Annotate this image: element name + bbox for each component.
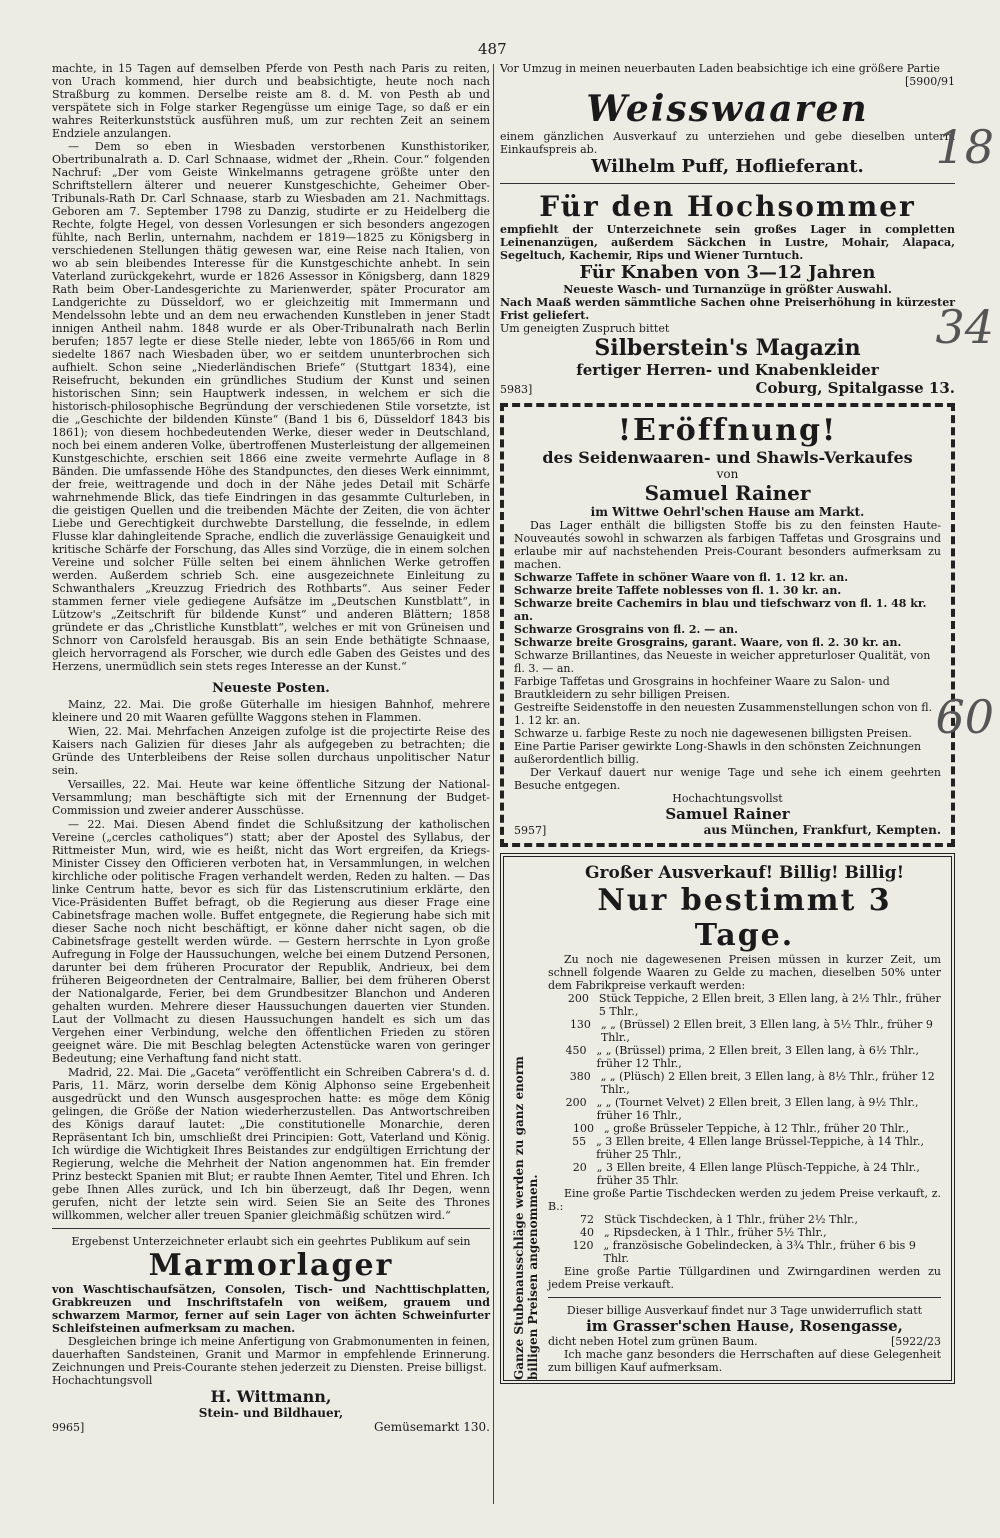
sale-row [548,1135,941,1161]
ad-closing: Dieser billige Ausverkauf findet nur 3 Tage unwiderruflich statt [566,1304,923,1317]
margin-mark: 34 [935,300,994,354]
sale-text: Stück Tischdecken, à 1 Thlr., früher 2½ Thlr., [604,1213,859,1226]
ad-von: von [716,467,739,481]
article-paragraph: machte, in 15 Tagen auf demselben Pferde von Pesth nach Paris zu reiten, von Urach kommend, hier durch und beabsichtigte, heute noch nach Straßburg zu kommen. Derselbe reiste am 8. d. M. von Pesth ab und verspätete sich in Folge starker Regengüsse um einige Tage, so daß er ein wahres Reiterkunststück ausführen muß, um zur rechten Zeit an seinem Endziele anzulangen. [52,62,490,140]
sale-text: „ „ (Tournet Velvet) 2 Ellen breit, 3 Ellen lang, à 9½ Thlr., früher 16 Thlr., [596,1096,919,1122]
price-item: Schwarze u. farbige Reste zu noch nie dagewesenen billigsten Preisen. [514,727,912,740]
price-item: Schwarze Taffete in schöner Waare von fl. 1. 12 kr. an. [514,571,849,584]
page-number: 487 [478,40,507,58]
ad-head: Großer Ausverkauf! Billig! Billig! [584,863,905,883]
price-item: Schwarze breite Taffete noblesses von fl. 1. 30 kr. an. [514,584,842,597]
ad-intro: Ergebenst Unterzeichneter erlaubt sich ein geehrtes Publikum auf sein [71,1235,471,1248]
left-column [52,62,490,1434]
news-item: — 22. Mai. Diesen Abend findet die Schlußsitzung der katholischen Vereine („cercles catholiques“) statt; aber der Apostel des Syllabus, der Rittmeister Mun, wird, wie es heißt, nicht das Wort ergreifen, da Kriegs-Minister Cissey den Officieren verboten hat, in Versammlungen, in welchen kirchliche oder politische Fragen verhandelt werden, Reden zu halten. — Das linke Centrum hatte, bevor es sich für das Listenscrutinium erklärte, den Vice-Präsidenten Buffet befragt, ob die Regierung aus dieser Frage eine Cabinetsfrage machen wolle. Buffet entgegnete, die Regierung habe sich mit dieser Sache noch nicht beschäftigt, er könne daher nicht sagen, ob die Cabinetsfrage gestellt werden würde. — Gestern herrschte in Lyon große Aufregung in Folge der Haussuchungen, welche bei einem Dutzend Personen, darunter bei dem früheren Procurator der Republik, Andrieux, bei dem früheren Beigeordneten der Centralmaire, Ballier, bei dem früheren Oberst der Nationalgarde, Ferier, bei dem Grundbesitzer Blanchon und Anderen gehalten wurden. Mehrere dieser Haussuchungen dauerten vier Stunden. Laut der Vollmacht zu diesen Haussuchungen handelt es sich um das Vergehen einer Verbindung, welche den öffentlichen Frieden zu stören geeignet wäre. Die mit Beschlag belegten Actenstücke waren von geringer Bedeutung; eine Verhaftung fand nicht statt. [52,818,490,1065]
ad-name: H. Wittmann, [210,1387,332,1406]
ad-body: Desgleichen bringe ich meine Anfertigung von Grabmonumenten in feinen, dauerhaften Sandsteinen, Granit und Marmor in empfehlende Erinnerung. Zeichnungen und Preis-Courante stehen jederzeit zu Diensten. Preise billigst. [52,1335,490,1374]
sale-text: „ „ (Brüssel) prima, 2 Ellen breit, 3 Ellen lang, à 6½ Thlr., früher 12 Thlr., [596,1044,919,1070]
ad-ref: [5900/91 [905,75,955,88]
ad-firm-sub: fertiger Herren- und Knabenkleider [576,361,879,379]
sale-ad [500,853,955,1384]
sale-qty: 100 [573,1122,594,1135]
ad-near: dicht neben Hotel zum grünen Baum. [548,1335,758,1348]
ad-title: Für den Hochsommer [539,190,916,223]
sale-qty: 55 [572,1135,587,1148]
ad-address: Gemüsemarkt 130. [374,1420,490,1434]
sale-text: „ große Brüsseler Teppiche, à 12 Thlr., früher 20 Thlr., [604,1122,910,1135]
sale-qty: 200 [565,1096,587,1109]
ad-from: aus München, Frankfurt, Kempten. [703,823,941,837]
ad-ref: 9965] [52,1421,85,1434]
sale-row [548,1122,941,1135]
ad-subtitle: des Seidenwaaren- und Shawls-Verkaufes [542,448,913,467]
news-item: Mainz, 22. Mai. Die große Güterhalle im hiesigen Bahnhof, mehrere kleinere und 20 mit Waaren gefüllte Waggons stehen in Flammen. [52,698,490,724]
price-item: Schwarze breite Grosgrains, garant. Waare, von fl. 2. 30 kr. an. [514,636,902,649]
ad-line: Nach Maaß werden sämmtliche Sachen ohne Preiserhöhung in kürzester Frist geliefert. [500,296,955,322]
sale-row [548,1018,941,1044]
ad-trade: Stein- und Bildhauer, [198,1406,344,1420]
ad-firm: Silberstein's Magazin [594,335,861,361]
ad-line: Neueste Wasch- und Turnanzüge in größter Auswahl. [563,283,892,296]
divider [548,1297,941,1298]
sale-qty: 130 [569,1018,591,1031]
ad-respect: Hochachtungsvollst [672,792,783,805]
sale-text: „ „ (Brüssel) 2 Ellen breit, 3 Ellen lang, à 5½ Thlr., früher 9 Thlr., [600,1018,933,1044]
ad-subtitle: Für Knaben von 3—12 Jahren [579,262,876,283]
news-item: Versailles, 22. Mai. Heute war keine öffentliche Sitzung der National-Versammlung; man beschäftigte sich mit der Ernennung der Budget-Commission und zweier anderer Ausschüsse. [52,778,490,817]
margin-mark: 60 [935,690,994,744]
ad-ref: 5957] [514,824,547,837]
ad-title: Marmorlager [148,1248,394,1283]
ad-title: Weisswaaren [586,88,869,130]
sale-text: Stück Teppiche, 2 Ellen breit, 3 Ellen lang, à 2½ Thlr., früher 5 Thlr., [598,992,941,1018]
sale-qty: 72 [580,1213,594,1226]
news-list [52,698,490,1222]
ad-body: empfiehlt der Unterzeichnete sein großes Lager in completten Leinenanzügen, außerdem Säckchen in Lustre, Mohair, Alapaca, Segeltuch, Kachemir, Rips und Wiener Turntuch. [500,223,955,262]
ad-place: im Grasser'schen Hause, Rosengasse, [586,1317,903,1335]
ad-closing: Hochachtungsvoll [52,1374,153,1387]
sale-row [548,1239,941,1265]
sale-qty: 450 [565,1044,587,1057]
ad-address: Coburg, Spitalgasse 13. [755,379,955,397]
divider [52,1228,490,1229]
news-item: Madrid, 22. Mai. Die „Gaceta“ veröffentlicht ein Schreiben Cabrera's d. d. Paris, 11. März, worin derselbe dem König Alphonso seine Ergebenheit ausgedrückt und den Wunsch ausgesprochen hatte: es möge dem König gelingen, die Größe der Nation wiederherzustellen. Das Antwortschreiben des Königs darauf lautet: „Die constitutionelle Monarchie, deren Repräsentant Ich bin, umschließt drei Principien: Gott, Vaterland und König. Ich würdige die Wichtigkeit Ihres Beistandes zur endgültigen Errichtung der Regierung, welche die Mehrheit der Nation angenommen hat. Ein fremder Prinz besteckt Spanien mit Blut; er raubte Ihnen Aemter, Titel und Ehren. Ich gebe Ihnen Alles zurück, und Ich bin überzeugt, daß Ihr Degen, wenn gerufen, nicht der letzte sein wird. Seien Sie an Seite des Thrones willkommen, welcher aller treuen Spanier gleichmäßig schützen wird.“ [52,1066,490,1222]
sale-qty: 380 [569,1070,591,1083]
section-title: Neueste Posten. [212,681,330,696]
silberstein-ad [500,190,955,397]
sale-row [548,1096,941,1122]
sale-qty: 200 [567,992,589,1005]
ad-final: Ich mache ganz besonders die Herrschaften auf diese Gelegenheit zum billigen Kauf aufmerksam. [548,1348,941,1374]
price-item: Schwarze breite Cachemirs in blau und tiefschwarz von fl. 1. 48 kr. an. [514,597,927,623]
price-item: Farbige Taffetas und Grosgrains in hochfeiner Waare zu Salon- und Brautkleidern zu sehr billigen Preisen. [514,675,890,701]
sale-text: „ 3 Ellen breite, 4 Ellen lange Brüssel-Teppiche, à 14 Thlr., früher 25 Thlr., [596,1135,924,1161]
ad-ref: [5922/23 [891,1335,941,1348]
sale-qty: 40 [580,1226,594,1239]
price-item: Gestreifte Seidenstoffe in den neuesten Zusammenstellungen schon von fl. 1. 12 kr. an. [514,701,933,727]
sale-text: „ „ (Plüsch) 2 Ellen breit, 3 Ellen lang, à 8½ Thlr., früher 12 Thlr., [600,1070,935,1096]
price-item: Eine Partie Pariser gewirkte Long-Shawls in den schönsten Zeichnungen außerordentlich billig. [514,740,922,766]
ad-line: Um geneigten Zuspruch bittet [500,322,670,335]
column-divider [493,64,494,1504]
price-item: Schwarze Brillantines, das Neueste in weicher appreturloser Qualität, von fl. 3. — an. [514,649,931,675]
rainer-ad [500,403,955,847]
sale-row [548,1226,941,1239]
sale-text: „ französische Gobelindecken, à 3¾ Thlr., früher 6 bis 9 Thlr. [603,1239,916,1265]
sale-text: „ Ripsdecken, à 1 Thlr., früher 5½ Thlr., [604,1226,827,1239]
divider [500,183,955,184]
ad-closing: Der Verkauf dauert nur wenige Tage und sehe ich einem geehrten Besuche entgegen. [514,766,941,792]
price-item: Schwarze Grosgrains von fl. 2. — an. [514,623,738,636]
news-item: Wien, 22. Mai. Mehrfachen Anzeigen zufolge ist die projectirte Reise des Kaisers nach Galizien für dieses Jahr als aufgegeben zu betrachten; die Gründe des Unterbleibens der Reise sollen durchaus unpolitischer Natur sein. [52,725,490,777]
ad-body: von Waschtischaufsätzen, Consolen, Tisch- und Nachttischplatten, Grabkreuzen und Inschriftstafeln von weißem, grauem und schwarzem Marmor, ferner auf sein Lager von ächten Schweinfurter Schleifsteinen aufmerksam zu machen. [52,1283,490,1335]
ad-ref: 5983] [500,383,533,396]
sale-row [548,1044,941,1070]
sale-row [548,1070,941,1096]
sale-rows [548,992,941,1187]
sale-row [548,1213,941,1226]
ad-signature: Samuel Rainer [665,805,790,823]
sale-row [548,992,941,1018]
ad-mid: Eine große Partie Tischdecken werden zu jedem Preise verkauft, z. B.: [548,1187,941,1213]
ad-vertical-text: Ganze Stubenausschläge werden zu ganz enorm billigen Preisen angenommen. [512,1056,540,1380]
puff-ad [500,62,955,177]
ad-intro: Zu noch nie dagewesenen Preisen müssen in kurzer Zeit, um schnell folgende Waaren zu Gelde zu machen, dieselben 50% unter dem Fabrikpreise verkauft werden: [548,953,941,992]
article-paragraph: — Dem so eben in Wiesbaden verstorbenen Kunsthistoriker, Obertribunalrath a. D. Carl Schnaase, widmet der „Rhein. Cour.“ folgenden Nachruf: „Der vom Geiste Winkelmanns getragene größte unter den Schriftstellern älterer und neuerer Kunstgeschichte, Geheimer Ober-Tribunals-Rath Dr. Carl Schnaase, starb zu Wiesbaden am 21. Nachmittags. Geboren am 7. September 1798 zu Danzig, studirte er zu Heidelberg die Rechte, folgte Hegel, von dessen Vorlesungen er sich besonders angezogen fühlte, nach Berlin, unternahm, nachdem er 1819—1825 zu Königsberg in verschiedenen Stellungen thätig gewesen war, eine Reise nach Italien, von wo ab sein bleibendes Interesse für die Kunstgeschichte anhebt. In sein Vaterland zurückgekehrt, wurde er 1826 Assessor in Königsberg, dann 1829 Rath beim Ober-Landesgerichte zu Marienwerder, später Procurator am Landgerichte zu Düsseldorf, wo er gleichzeitig mit Immermann und Mendelssohn lebte und an dem neu erwachenden Kunstleben in jener Stadt innigen Antheil nahm. 1848 wurde er als Ober-Tribunalrath nach Berlin berufen; 1857 legte er diese Stelle nieder, lebte von 1865/66 in Rom und siedelte 1867 nach Wiesbaden über, wo er seitdem ununterbrochen sich aufhielt. Schon seine „Niederländischen Briefe“ (Stuttgart 1834), eine Reisefrucht, bekunden ein gründliches Studium der Kunst und seinen historischen Sinn; sein Hauptwerk indessen, in welchem er sich die historisch-philosophische Begründung der verschiedenen Stile vorsetzte, ist die „Geschichte der bildenden Künste“ (Band 1 bis 6, Düsseldorf 1843 bis 1861); von diesem hochbedeutenden Werke, dieser weder in Deutschland, noch bei einem anderen Volke, übertroffenen Musterleistung der allgemeinen Kunstgeschichte, erschien seit 1866 eine zweite vermehrte Auflage in 8 Bänden. Die umfassende Höhe des Standpunctes, den dieses Werk einnimmt, der freie, weittragende und doch in der Nähe jedes Detail mit Schärfe wahrnehmende Blick, das tiefe Eindringen in das gesammte Culturleben, in die geistigen Quellen und die treibenden Mächte der Zeiten, die von ächter Liebe und Gerechtigkeit durchwebte Darstellung, die fesselnde, in edlem Flusse klar dahingleitende Sprache, endlich die zuverlässige Genauigkeit und kritische Schärfe der Forschung, das Alles sind Vorzüge, die in einem solchen Vereine und solcher Fülle selten bei einem ähnlichen Werke getroffen werden. Außerdem schrieb Sch. eine ausgezeichnete Einleitung zu Schwanthalers „Kreuzzug Friedrich des Rothbarts“. Aus seiner Feder stammen ferner viele gediegene Aufsätze im „Deutschen Kunstblatt“, in Lützow's „Zeitschrift für bildende Kunst“ und anderen Blättern; 1858 gründete er das „Christliche Kunstblatt“, welches er mit von Grüneisen und Schnorr von Carolsfeld herausgab. Bis an sein Ende bethätigte Schnaase, gleich hervorragend als Forscher, wie durch edle Gaben des Geistes und des Herzens, unermüdlich sein stets reges Interesse an der Kunst.“ [52,140,490,673]
ad-tail: Eine große Partie Tüllgardinen und Zwirngardinen werden zu jedem Preise verkauft. [548,1265,941,1291]
ad-title: !Eröffnung! [617,413,838,448]
ad-intro: Vor Umzug in meinen neuerbauten Laden beabsichtige ich eine größere Partie [500,62,940,75]
ad-name: Wilhelm Puff, Hoflieferant. [591,156,864,177]
margin-mark: 18 [935,120,994,174]
marmor-ad [52,1235,490,1434]
right-column [500,62,955,1384]
sale-qty: 20 [572,1161,587,1174]
ad-intro: Das Lager enthält die billigsten Stoffe bis zu den feinsten Haute-Nouveautés sowohl in schwarzen als farbigen Taffetas und Grosgrains und erlaube mir auf nachstehenden Preis-Courant besonders aufmerksam zu machen. [514,519,941,571]
ad-name: Samuel Rainer [644,481,811,505]
ad-title: Nur bestimmt 3 Tage. [597,883,892,953]
sale-qty: 120 [572,1239,594,1252]
sale-text: „ 3 Ellen breite, 4 Ellen lange Plüsch-Teppiche, à 24 Thlr., früher 35 Thlr. [596,1161,920,1187]
ad-place: im Wittwe Oehrl'schen Hause am Markt. [590,505,865,519]
sale-row [548,1161,941,1187]
ad-body: einem gänzlichen Ausverkauf zu unterziehen und gebe dieselben unterm Einkaufspreis ab. [500,130,955,156]
